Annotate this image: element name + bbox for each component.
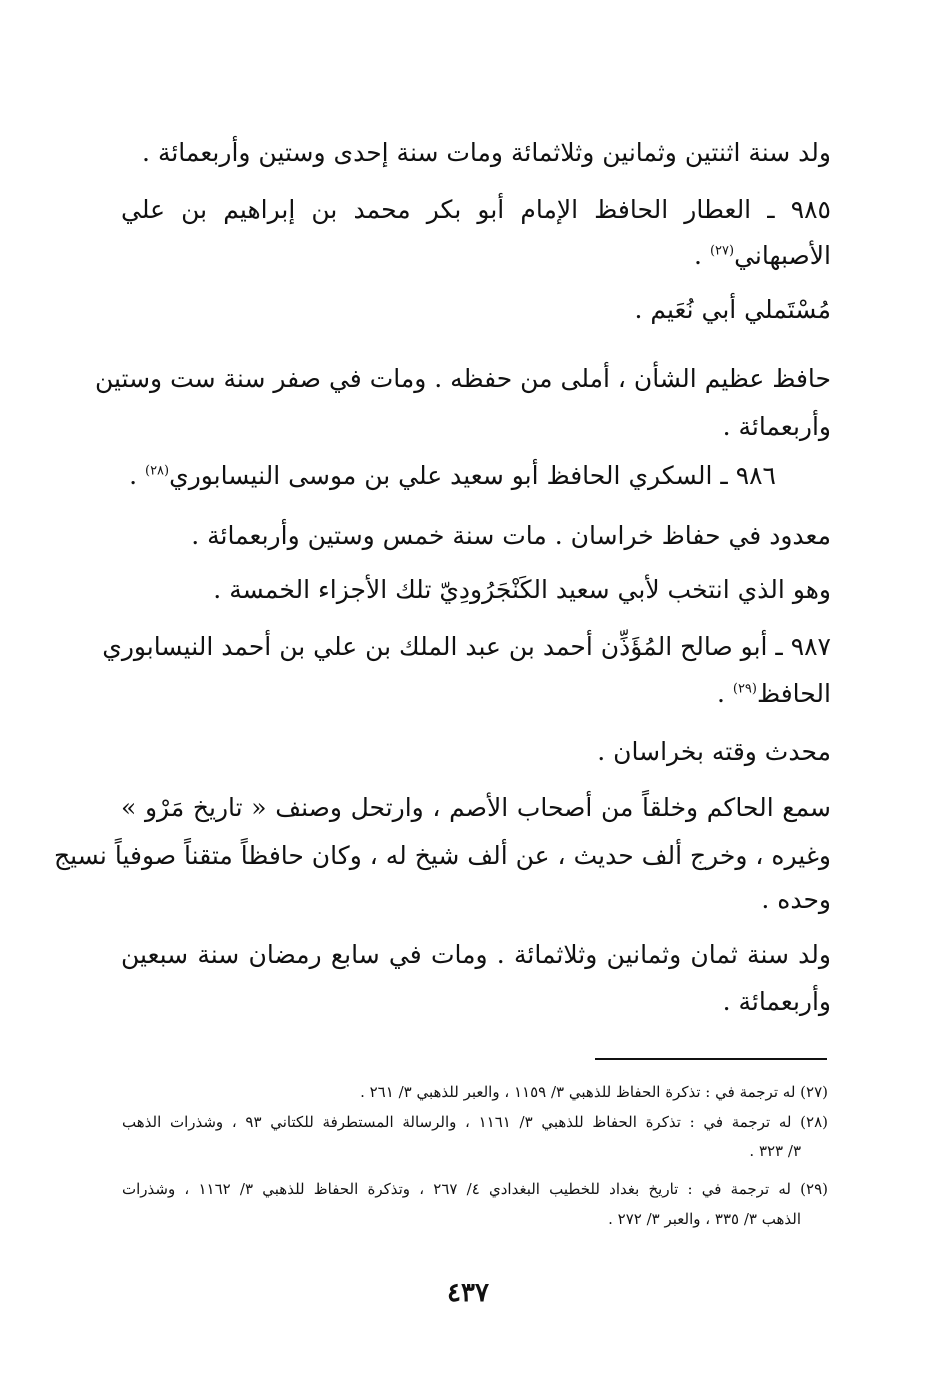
text-line: معدود في حفاظ خراسان . مات سنة خمس وستين وأربعمائة . bbox=[191, 521, 831, 550]
text-line: ولد سنة اثنتين وثمانين وثلاثمائة ومات سنة إحدى وستين وأربعمائة . bbox=[142, 138, 831, 167]
entry-987-title: الحافظ bbox=[757, 679, 831, 708]
footnote-ref-27: (٢٧) bbox=[709, 243, 735, 259]
footnote-ref-28: (٢٨) bbox=[145, 463, 170, 479]
entry-986-name: ٩٨٦ ـ السكري الحافظ أبو سعيد علي بن موسى النيسابوري bbox=[169, 461, 776, 490]
punctuation: . bbox=[694, 241, 710, 270]
footnote-separator bbox=[595, 1058, 827, 1060]
footnote-29-continuation: الذهب ٣/ ٣٣٥ ، والعبر ٣/ ٢٧٢ . bbox=[608, 1210, 801, 1228]
text-line: محدث وقته بخراسان . bbox=[597, 737, 831, 766]
text-line: وحده . bbox=[761, 885, 831, 914]
footnote-28-continuation: ٣/ ٣٢٣ . bbox=[749, 1142, 801, 1160]
footnote-28: (٢٨) له ترجمة في : تذكرة الحفاظ للذهبي ٣/ ١١٦١ ، والرسالة المستطرفة للكتاني ٩٣ ، وشذرات الذهب bbox=[122, 1113, 829, 1131]
text-line: وأربعمائة . bbox=[722, 412, 831, 441]
text-line: وهو الذي انتخب لأبي سعيد الكَنْجَرُودِيّ تلك الأجزاء الخمسة . bbox=[213, 575, 831, 604]
punctuation: . bbox=[129, 461, 145, 490]
entry-985-heading: ٩٨٥ ـ العطار الحافظ الإمام أبو بكر محمد بن إبراهيم بن علي bbox=[121, 195, 831, 224]
text-line: وأربعمائة . bbox=[722, 987, 831, 1016]
text-line bbox=[121, 238, 831, 274]
text-line bbox=[121, 676, 831, 712]
entry-987-heading: ٩٨٧ ـ أبو صالح المُؤَذِّن أحمد بن عبد الملك بن علي بن أحمد النيسابوري bbox=[102, 632, 831, 661]
text-line: مُسْتَملي أبي نُعَيم . bbox=[634, 295, 831, 324]
footnote-ref-29: (٢٩) bbox=[732, 681, 757, 697]
text-line: ولد سنة ثمان وثمانين وثلاثمائة . ومات في سابع رمضان سنة سبعين bbox=[121, 940, 831, 969]
footnote-29: (٢٩) له ترجمة في : تاريخ بغداد للخطيب البغدادي ٤/ ٢٦٧ ، وتذكرة الحفاظ للذهبي ٣/ ١١٦٢ ، وشذرات bbox=[122, 1180, 828, 1198]
entry-986-heading bbox=[121, 458, 776, 494]
text-line: وغيره ، وخرج ألف حديث ، عن ألف شيخ له ، وكان حافظاً متقناً صوفياً نسيج bbox=[53, 841, 831, 870]
text-line: حافظ عظيم الشأن ، أملى من حفظه . ومات في صفر سنة ست وستين bbox=[94, 364, 831, 393]
text-line: سمع الحاكم وخلقاً من أصحاب الأصم ، وارتحل وصنف « تاريخ مَرْو » bbox=[121, 793, 831, 822]
footnote-27: (٢٧) له ترجمة في : تذكرة الحفاظ للذهبي ٣/ ١١٥٩ ، والعبر للذهبي ٣/ ٢٦١ . bbox=[360, 1083, 828, 1101]
page-number: ٤٣٧ bbox=[447, 1278, 489, 1308]
entry-985-nisba: الأصبهاني bbox=[734, 241, 831, 270]
punctuation: . bbox=[716, 679, 733, 708]
